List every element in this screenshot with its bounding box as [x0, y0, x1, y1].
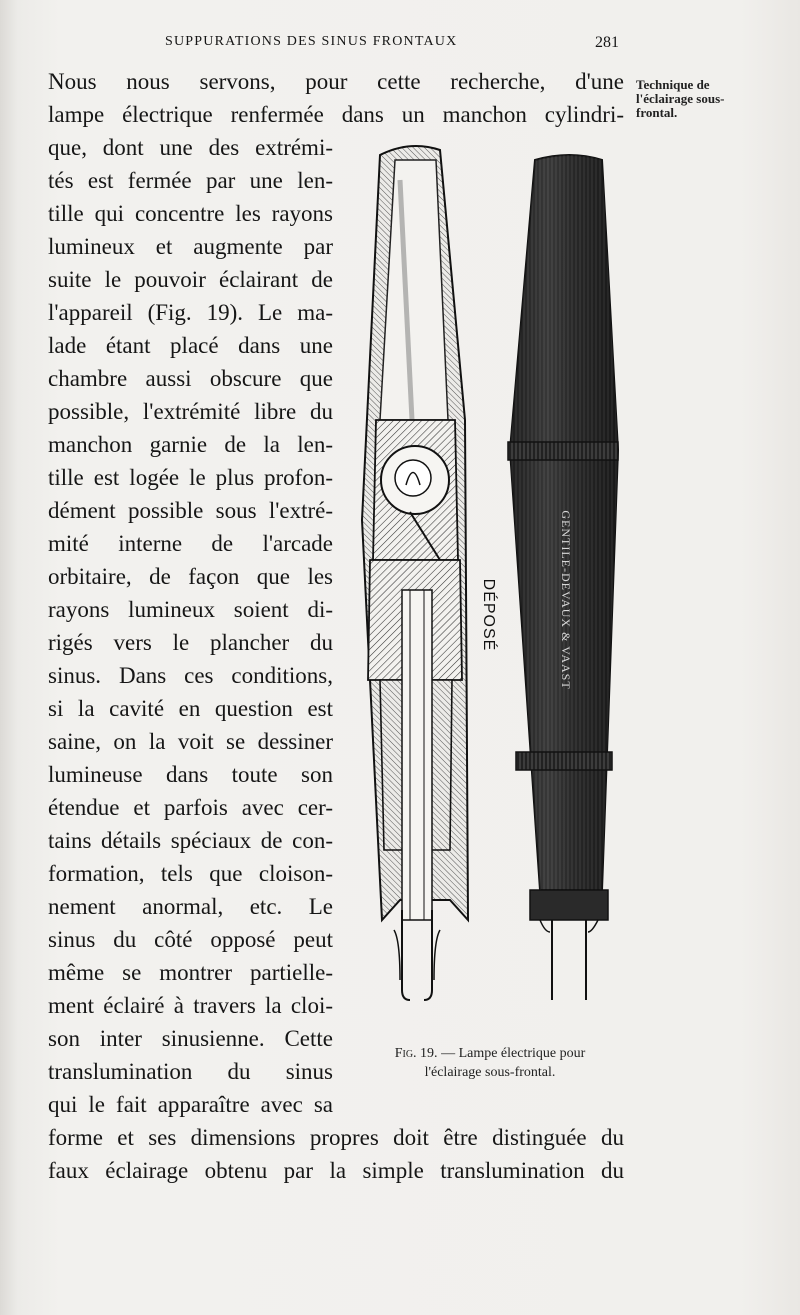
text-line: lade étant placé dans une: [48, 333, 333, 358]
lamp-cross-section: [362, 146, 468, 1000]
text-line: si la cavité en question est: [48, 696, 333, 721]
text-line: manchon garnie de la len-: [48, 432, 333, 457]
text-line: Nous nous servons, pour cette recherche, d'une: [48, 69, 624, 94]
text-line: forme et ses dimensions propres doit être distinguée du: [48, 1125, 624, 1150]
text-line: qui le fait apparaître avec sa: [48, 1092, 333, 1117]
text-line: tés est fermée par une len-: [48, 168, 333, 193]
margin-note-line: Technique de: [636, 77, 710, 92]
text-line: lampe électrique renfermée dans un manchon cylindri-: [48, 102, 624, 127]
text-line: ment éclairé à travers la cloi-: [48, 993, 333, 1018]
text-line: chambre aussi obscure que: [48, 366, 333, 391]
text-line: possible, l'extrémité libre du: [48, 399, 333, 424]
text-line: translumination du sinus: [48, 1059, 333, 1084]
text-line: étendue et parfois avec cer-: [48, 795, 333, 820]
text-line: dément possible sous l'extré-: [48, 498, 333, 523]
maker-engraving: GENTILE-DEVAUX & VAAST: [559, 510, 573, 690]
text-line: sinus. Dans ces conditions,: [48, 663, 333, 688]
text-line: lumineuse dans toute son: [48, 762, 333, 787]
text-line: formation, tels que cloison-: [48, 861, 333, 886]
depose-stamp: DÉPOSÉ: [480, 578, 497, 652]
text-line: saine, on la voit se dessiner: [48, 729, 333, 754]
text-line: sinus du côté opposé peut: [48, 927, 333, 952]
page-number: 281: [595, 34, 619, 51]
caption-line-2: l'éclairage sous-frontal.: [424, 1065, 556, 1080]
text-line: tille qui concentre les rayons: [48, 201, 333, 226]
margin-note-line: l'éclairage sous-: [636, 91, 725, 106]
figure-caption: [350, 1044, 630, 1082]
text-line: lumineux et augmente par: [48, 234, 333, 259]
text-line: tille est logée le plus profon-: [48, 465, 333, 490]
lamp-figure: [340, 120, 640, 1040]
text-line: nement anormal, etc. Le: [48, 894, 333, 919]
lamp-exterior: [508, 155, 618, 1000]
text-line: même se montrer partielle-: [48, 960, 333, 985]
text-line: suite le pouvoir éclairant de: [48, 267, 333, 292]
text-line: rigés vers le plancher du: [48, 630, 333, 655]
caption-label: Fig. 19.: [394, 1046, 438, 1061]
running-title: SUPPURATIONS DES SINUS FRONTAUX: [165, 34, 458, 49]
margin-note: [636, 78, 776, 120]
text-line: rayons lumineux soient di-: [48, 597, 333, 622]
text-line: mité interne de l'arcade: [48, 531, 333, 556]
text-line: faux éclairage obtenu par la simple translumination du: [48, 1158, 624, 1183]
text-line: orbitaire, de façon que les: [48, 564, 333, 589]
margin-note-line: frontal.: [636, 105, 678, 120]
text-line: tains détails spéciaux de con-: [48, 828, 333, 853]
caption-text: — Lampe électrique pour: [437, 1046, 586, 1061]
text-line: que, dont une des extrémi-: [48, 135, 333, 160]
text-line: l'appareil (Fig. 19). Le ma-: [48, 300, 333, 325]
text-line: son inter sinusienne. Cette: [48, 1026, 333, 1051]
